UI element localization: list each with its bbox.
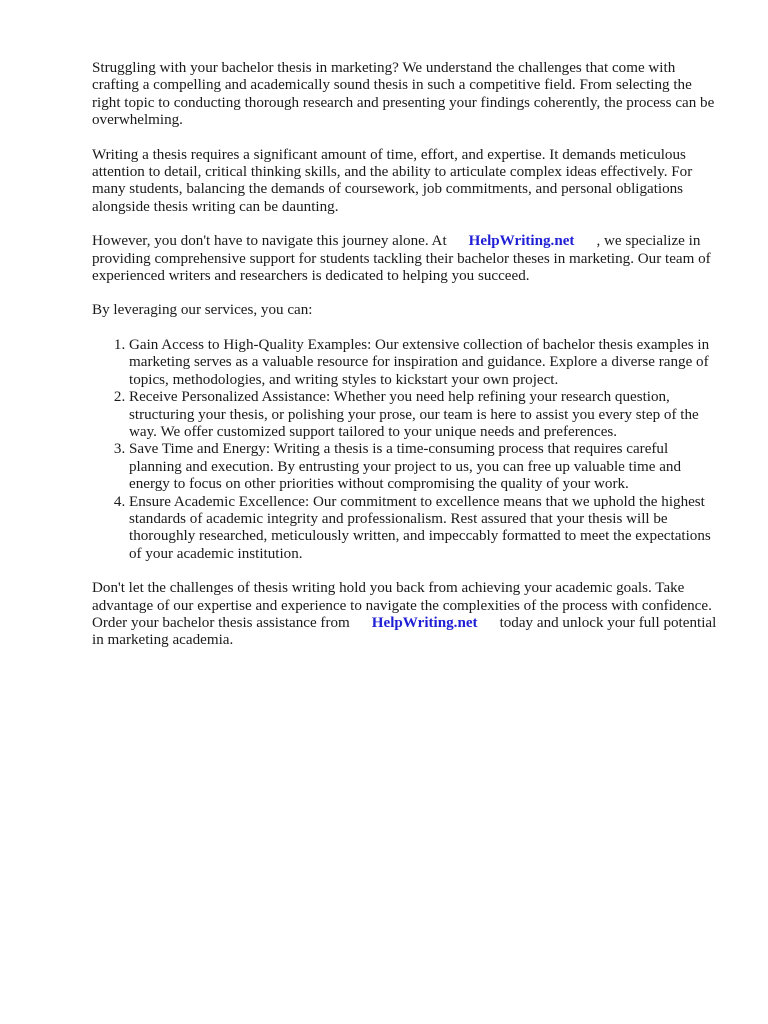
closing-paragraph [92,580,720,650]
support-text-before: However, you don't have to navigate this journey alone. At [92,233,447,250]
list-item: 2. Receive Personalized Assistance: Whether you need help refining your research question, structuring your thesis, or polishing your prose, our team is here to assist you every step of the way. We offer customized support tailored to your unique needs and preferences. [129,389,720,441]
list-item: 3. Save Time and Energy: Writing a thesis is a time-consuming process that requires careful planning and execution. By entrusting your project to us, you can free up valuable time and energy to focus on other priorities without compromising the quality of your work. [129,441,720,493]
closing-text-after: today and unlock your full potential in marketing academia. [92,614,717,649]
intro-paragraph: Struggling with your bachelor thesis in marketing? We understand the challenges that come with crafting a compelling and academically sound thesis in such a competitive field. From selecting the right topic to conducting thorough research and presenting your findings coherently, the process can be overwhelming. [92,60,715,129]
list-item: 4. Ensure Academic Excellence: Our commitment to excellence means that we uphold the highest standards of academic integrity and professionalism. Rest assured that your thesis will be thoroughly researched, meticulously written, and impeccably formatted to meet the expectations of your academic institution. [129,494,720,564]
support-text-after: , we specialize in providing comprehensive support for students tackling their bachelor theses in marketing. Our team of experienced writers and researchers is dedicated to helping you succeed. [92,233,711,285]
closing-text-before: Don't let the challenges of thesis writing hold you back from achieving your academic goals. Take advantage of our expertise and experience to navigate the complexities of the process with confidence. Order your bachelor thesis assistance from [92,580,712,631]
list-intro: By leveraging our services, you can: [92,302,313,319]
requirements-paragraph: Writing a thesis requires a significant amount of time, effort, and expertise. It demands meticulous attention to detail, critical thinking skills, and the ability to articulate complex ideas effectively. For many students, balancing the demands of coursework, job commitments, and personal obligations alongside thesis writing can be daunting. [92,146,693,215]
benefits-list [92,337,720,563]
support-paragraph [92,233,720,285]
helpwriting-link[interactable]: HelpWriting.net [468,233,575,250]
helpwriting-link-closing[interactable]: HelpWriting.net [371,614,478,631]
list-item: 1. Gain Access to High-Quality Examples: Our extensive collection of bachelor thesis examples in marketing serves as a valuable resource for inspiration and guidance. Explore a diverse range of topics, methodologies, and writing styles to kickstart your own project. [129,337,720,389]
document-page [92,60,720,667]
